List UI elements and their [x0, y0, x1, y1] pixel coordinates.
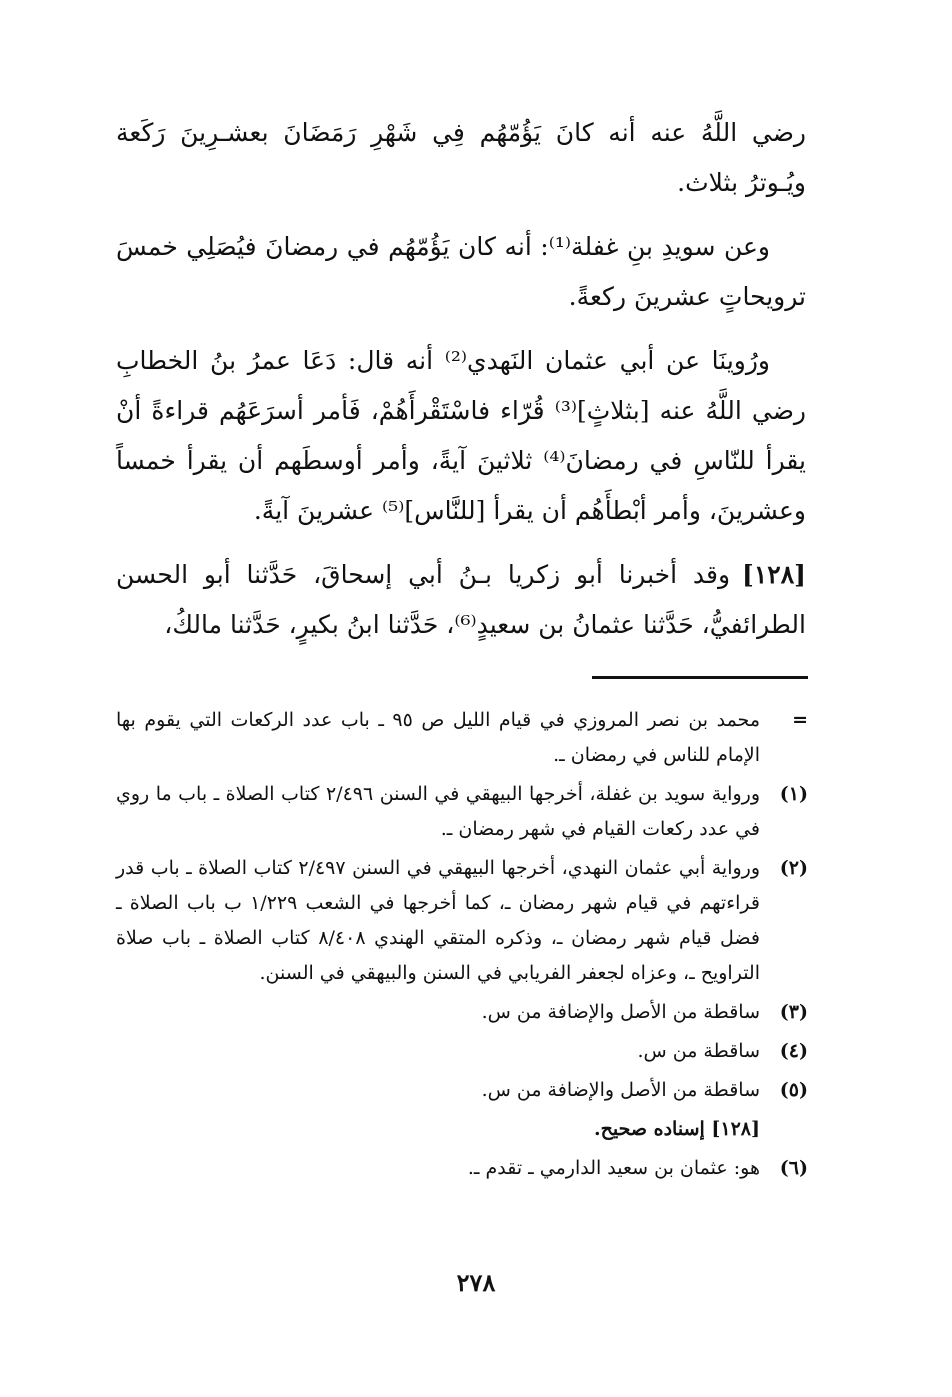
footnote-mark: (٢) [779, 857, 808, 879]
footnote-mark: (١) [779, 783, 808, 805]
footnote-mark: (٣) [779, 1001, 808, 1023]
footnote-mark: (٦) [779, 1157, 808, 1179]
footnote-mark [760, 1112, 808, 1147]
footnotes [116, 703, 808, 1190]
footnote-text: ساقطة من الأصل والإضافة من س. [481, 1001, 760, 1023]
main-text [116, 108, 806, 664]
footnote-text: محمد بن نصر المروزي في قيام الليل ص ٩٥ ـ باب عدد الركعات التي يقوم بها الإمام للناس في رمضان ـ. [116, 709, 760, 766]
footnote-text: [١٢٨] إسناده صحيح. [594, 1118, 760, 1140]
footnote-text: ساقطة من س. [637, 1040, 760, 1062]
footnote-text: ورواية سويد بن غفلة، أخرجها البيهقي في السنن ٢/٤٩٦ كتاب الصلاة ـ باب ما روي في عدد ركعات القيام في شهر رمضان ـ. [116, 783, 760, 840]
footnote [116, 777, 808, 847]
footnote-text: هو: عثمان بن سعيد الدارمي ـ تقدم ـ. [467, 1157, 760, 1179]
paragraph-1: رضي اللَّهُ عنه أنه كانَ يَؤُمّهُم فِي شَهْرِ رَمَضَانَ بعشـرِينَ رَكَعة ويُـوترُ بثلاث. [116, 118, 806, 197]
hadith-text: وقد أخبرنا أبو زكريا بـنُ أبي إسحاقَ، حَدَّثنا أبو الحسن الطرائفيُّ، حَدَّثنا عثمانُ بن سعيدٍ⁽⁶⁾، حَدَّثنا ابنُ بكيرٍ، حَدَّثنا مالكُ، [116, 560, 806, 639]
footnote [116, 1034, 808, 1069]
footnote [116, 851, 808, 991]
footnote-text: ورواية أبي عثمان النهدي، أخرجها البيهقي في السنن ٢/٤٩٧ كتاب الصلاة ـ باب قدر قراءتهم في قيام شهر رمضان ـ، كما أخرجها في الشعب ١/٢٢٩ ب باب الصلاة ـ فضل قيام شهر رمضان ـ، وذكره المتقي الهندي ٨/٤٠٨ كتاب الصلاة ـ باب صلاة التراويح ـ، وعزاه لجعفر الفريابي في السنن والبيهقي في السنن. [116, 857, 760, 984]
footnote-mark: = [792, 709, 808, 731]
paragraph-3: ورُوينَا عن أبي عثمان النَهدي⁽²⁾ أنه قال: دَعَا عمرُ بنُ الخطابِ رضي اللَّهُ عنه [بثلاثٍ]⁽³⁾ قُرّاء فاسْتَقْرأَهُمْ، فَأمر أسرَعَهُم قراءةً أنْ يقرأ للنّاسِ في رمضانَ⁽⁴⁾ ثلاثينَ آيةً، وأمر أوسطَهم أن يقرأ خمساً وعشرينَ، وأمر أبْطأَهُم أن يقرأ [للنَّاس]⁽⁵⁾ عشرينَ آيةً. [116, 346, 806, 525]
footnote [116, 1151, 808, 1186]
hadith-number: [١٢٨] [742, 560, 806, 589]
footnote [116, 995, 808, 1030]
hadith-paragraph [116, 550, 806, 650]
footnote-mark: (٤) [779, 1040, 808, 1062]
page-number: ٢٧٨ [456, 1268, 496, 1297]
footnote-text: ساقطة من الأصل والإضافة من س. [481, 1079, 760, 1101]
footnote-separator [592, 676, 808, 679]
footnote [116, 703, 808, 773]
footnote [116, 1073, 808, 1108]
footnote-mark: (٥) [779, 1079, 808, 1101]
paragraph-2: وعن سويدِ بنِ غفلة⁽¹⁾: أنه كان يَؤُمّهُم في رمضانَ فيُصَلِي خمسَ ترويحاتٍ عشرينَ ركعةً. [116, 232, 806, 311]
footnote-grading [116, 1112, 808, 1147]
